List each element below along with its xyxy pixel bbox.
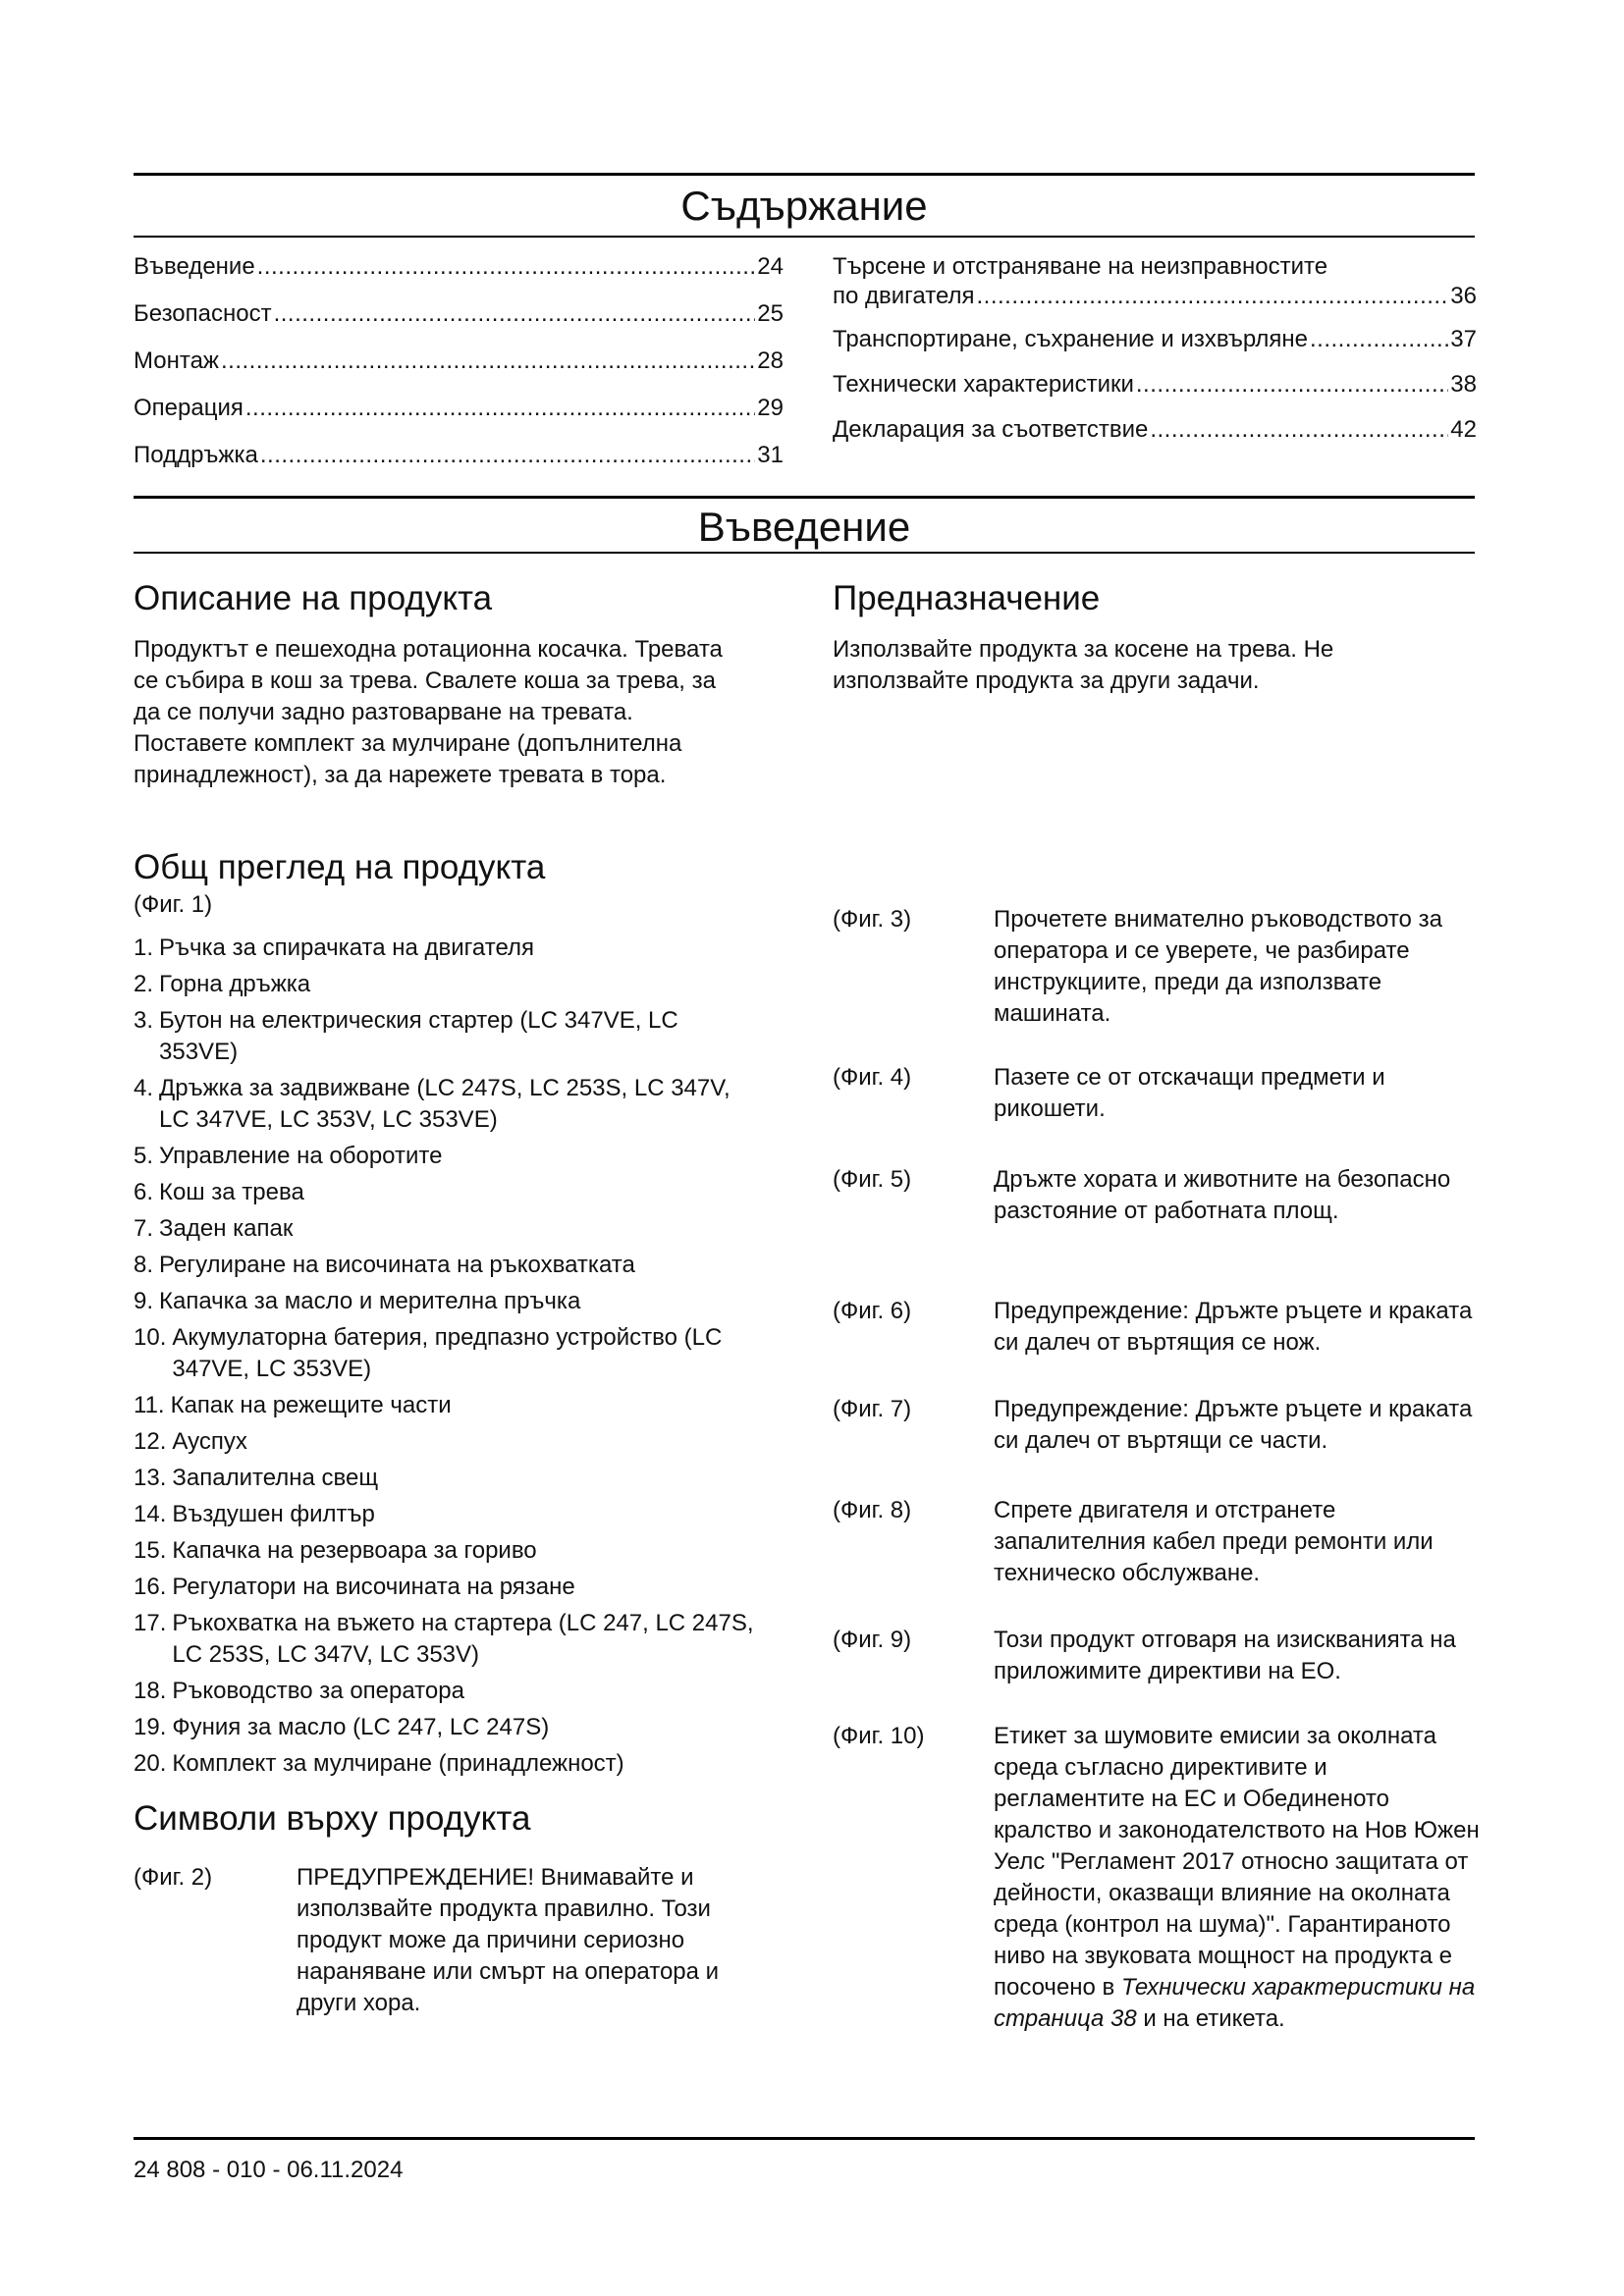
overview-item-number: 12. bbox=[134, 1428, 167, 1455]
fig7-text: Предупреждение: Дръжте ръцете и краката си далеч от въртящи се части. bbox=[994, 1396, 1473, 1454]
overview-item-number: 19. bbox=[134, 1714, 167, 1740]
fig7-row bbox=[833, 1394, 1481, 1457]
fig4-ref: (Фиг. 4) bbox=[833, 1064, 912, 1091]
overview-item-number: 9. bbox=[134, 1288, 154, 1314]
overview-item bbox=[134, 933, 762, 964]
toc-leader bbox=[1310, 325, 1448, 354]
product-description-heading: Описание на продукта bbox=[134, 579, 493, 617]
overview-item-text: Капак на режещите части bbox=[170, 1392, 452, 1418]
overview-item-number: 8. bbox=[134, 1252, 154, 1278]
product-overview bbox=[134, 846, 762, 2019]
toc-entry-page: 25 bbox=[757, 300, 784, 327]
toc-leader bbox=[1136, 370, 1448, 400]
intro-bottom-rule bbox=[134, 552, 1475, 554]
overview-item-text: Горна дръжка bbox=[159, 971, 311, 997]
fig8-ref: (Фиг. 8) bbox=[833, 1497, 912, 1523]
overview-item bbox=[134, 1748, 762, 1780]
overview-item bbox=[134, 1572, 762, 1603]
overview-item-number: 14. bbox=[134, 1501, 167, 1527]
overview-item-text: Запалителна свещ bbox=[172, 1465, 379, 1491]
intro-title: Въведение bbox=[697, 504, 911, 550]
fig2-row bbox=[134, 1862, 762, 2019]
fig10-row bbox=[833, 1721, 1481, 2035]
overview-item bbox=[134, 1676, 762, 1707]
overview-item-text: Капачка на резервоара за гориво bbox=[172, 1537, 537, 1564]
toc-entry-troubleshooting[interactable] bbox=[833, 282, 1477, 311]
toc-entry-page: 42 bbox=[1450, 416, 1477, 443]
symbols-heading: Символи върху продукта bbox=[134, 1799, 531, 1838]
overview-item-text: Ауспух bbox=[172, 1428, 247, 1455]
overview-item-text: Дръжка за задвижване (LC 247S, LC 253S, LC 347V, LC 347VE, LC 353V, LC 353VE) bbox=[159, 1075, 731, 1133]
fig10-ref: (Фиг. 10) bbox=[833, 1723, 925, 1749]
overview-item bbox=[134, 1390, 762, 1421]
toc-entry-label: Транспортиране, съхранение и изхвърляне bbox=[833, 326, 1308, 352]
fig10-text bbox=[994, 1721, 1481, 2035]
overview-item bbox=[134, 1073, 762, 1136]
overview-item-number: 11. bbox=[134, 1392, 165, 1418]
overview-item-text: Ръчка за спирачката на двигателя bbox=[159, 934, 534, 961]
overview-item-text: Комплект за мулчиране (принадлежност) bbox=[172, 1750, 624, 1777]
product-description bbox=[134, 577, 742, 791]
overview-item-number: 6. bbox=[134, 1179, 154, 1205]
technical-data-link[interactable]: Технически характеристики на страница 38 bbox=[994, 1974, 1476, 2032]
overview-item-text: Регулиране на височината на ръкохватката bbox=[159, 1252, 635, 1278]
overview-item-number: 20. bbox=[134, 1750, 167, 1777]
overview-item-number: 3. bbox=[134, 1007, 154, 1034]
overview-item-text: Ръкохватка на въжето на стартера (LC 247, LC 247S, LC 253S, LC 347V, LC 353V) bbox=[172, 1610, 754, 1668]
fig10-body: Етикет за шумовите емисии за околната среда съгласно директивите и регламентите на ЕС и Обединеното кралство и законодателството на Нов Южен Уелс "Регламент 2017 относно защитата от дейности, оказващи влияние на околната среда (контрол на шума)". Гарантираното ниво на звуковата мощност на продукта е посочено в bbox=[994, 1723, 1480, 2001]
toc-leader bbox=[977, 282, 1449, 311]
toc-entry-label: Декларация за съответствие bbox=[833, 416, 1149, 443]
fig2-text: ПРЕДУПРЕЖДЕНИЕ! Внимавайте и използвайте продукта правилно. Този продукт може да причини сериозно нараняване или смърт на оператора и други хора. bbox=[297, 1864, 720, 2016]
toc-right-column bbox=[833, 252, 1477, 445]
overview-item bbox=[134, 1463, 762, 1494]
toc-entry-page: 31 bbox=[757, 442, 784, 468]
toc-bottom-rule bbox=[134, 236, 1475, 238]
overview-item-text: Ръководство за оператора bbox=[172, 1678, 464, 1704]
overview-item-number: 18. bbox=[134, 1678, 167, 1704]
toc-leader bbox=[274, 299, 756, 329]
overview-item bbox=[134, 1322, 762, 1385]
fig6-text: Предупреждение: Дръжте ръцете и краката си далеч от въртящия се нож. bbox=[994, 1298, 1473, 1356]
overview-item bbox=[134, 969, 762, 1000]
toc-entry-label: Въведение bbox=[134, 253, 255, 280]
toc-entry-label: Монтаж bbox=[134, 347, 219, 374]
intended-use-heading: Предназначение bbox=[833, 579, 1101, 617]
product-overview-fig-ref: (Фиг. 1) bbox=[134, 891, 213, 918]
fig4-text: Пазете се от отскачащи предмети и рикошети. bbox=[994, 1064, 1385, 1122]
toc-entry-label: Безопасност bbox=[134, 300, 272, 327]
fig8-text: Спрете двигателя и отстранете запалителния кабел преди ремонти или техническо обслужване. bbox=[994, 1497, 1434, 1586]
overview-item-text: Управление на оборотите bbox=[159, 1143, 443, 1169]
toc-leader bbox=[221, 347, 755, 376]
toc-entry-page: 38 bbox=[1450, 371, 1477, 398]
toc-entry-introduction[interactable] bbox=[134, 252, 784, 282]
toc-entry-troubleshooting-line1[interactable]: Търсене и отстраняване на неизправностите bbox=[833, 253, 1328, 280]
overview-item bbox=[134, 1608, 762, 1671]
toc-top-rule bbox=[134, 173, 1475, 176]
intro-top-rule bbox=[134, 496, 1475, 499]
overview-item-number: 17. bbox=[134, 1610, 167, 1636]
toc-entry-operation[interactable] bbox=[134, 394, 784, 423]
overview-item-text: Заден капак bbox=[159, 1215, 294, 1242]
intended-use-text: Използвайте продукта за косене на трева. Не използвайте продукта за други задачи. bbox=[833, 636, 1334, 694]
fig5-row bbox=[833, 1164, 1481, 1227]
overview-item-number: 4. bbox=[134, 1075, 154, 1101]
overview-item bbox=[134, 1213, 762, 1245]
fig9-ref: (Фиг. 9) bbox=[833, 1627, 912, 1653]
toc-entry-declaration[interactable] bbox=[833, 415, 1477, 445]
overview-item-text: Фуния за масло (LC 247, LC 247S) bbox=[172, 1714, 550, 1740]
toc-entry-safety[interactable] bbox=[134, 299, 784, 329]
overview-item bbox=[134, 1535, 762, 1567]
fig10-suffix: и на етикета. bbox=[1136, 2005, 1285, 2032]
toc-leader bbox=[260, 441, 755, 470]
fig3-row bbox=[833, 904, 1481, 1030]
overview-item-number: 2. bbox=[134, 971, 154, 997]
toc-entry-label: Операция bbox=[134, 395, 244, 421]
fig9-text: Този продукт отговаря на изискванията на приложимите директиви на ЕО. bbox=[994, 1627, 1456, 1684]
toc-entry-label: по двигателя bbox=[833, 283, 975, 309]
fig4-row bbox=[833, 1062, 1481, 1125]
fig7-ref: (Фиг. 7) bbox=[833, 1396, 912, 1422]
toc-title: Съдържание bbox=[680, 183, 928, 229]
fig8-row bbox=[833, 1495, 1481, 1589]
product-description-text: Продуктът е пешеходна ротационна косачка. Тревата се събира в кош за трева. Свалете коша за трева, за да се получи задно разтоварване на тревата. Поставете комплект за мулчиране (допълнителна принадлежност), за да нарежете тревата в тора. bbox=[134, 636, 723, 788]
overview-item bbox=[134, 1141, 762, 1172]
toc-left-column bbox=[134, 252, 784, 470]
toc-entry-page: 37 bbox=[1450, 326, 1477, 352]
footer-doc-code: 24 808 - 010 - 06.11.2024 bbox=[134, 2157, 404, 2183]
toc-leader bbox=[1150, 415, 1448, 445]
toc-leader bbox=[245, 394, 755, 423]
toc-entry-page: 29 bbox=[757, 395, 784, 421]
overview-item bbox=[134, 1005, 762, 1068]
overview-item-text: Регулатори на височината на рязане bbox=[172, 1574, 575, 1600]
overview-item bbox=[134, 1177, 762, 1208]
toc-entry-page: 28 bbox=[757, 347, 784, 374]
toc-entry-page: 24 bbox=[757, 253, 784, 280]
overview-item bbox=[134, 1712, 762, 1743]
fig5-ref: (Фиг. 5) bbox=[833, 1166, 912, 1193]
product-overview-heading: Общ преглед на продукта bbox=[134, 848, 546, 886]
overview-item-text: Бутон на електрическия стартер (LC 347VE, LC 353VE) bbox=[159, 1007, 678, 1065]
fig3-text: Прочетете внимателно ръководството за оператора и се уверете, че разбирате инструкциите, преди да използвате машината. bbox=[994, 906, 1442, 1027]
fig9-row bbox=[833, 1625, 1481, 1687]
fig6-ref: (Фиг. 6) bbox=[833, 1298, 912, 1324]
fig3-ref: (Фиг. 3) bbox=[833, 906, 912, 933]
overview-item-text: Въздушен филтър bbox=[172, 1501, 375, 1527]
toc-entry-label: Технически характеристики bbox=[833, 371, 1134, 398]
overview-item-number: 10. bbox=[134, 1324, 167, 1351]
fig6-row bbox=[833, 1296, 1481, 1359]
overview-item-number: 13. bbox=[134, 1465, 167, 1491]
fig2-ref: (Фиг. 2) bbox=[134, 1864, 213, 1891]
overview-item-number: 5. bbox=[134, 1143, 154, 1169]
toc-leader bbox=[257, 252, 756, 282]
toc-entry-technical-data[interactable] bbox=[833, 370, 1477, 400]
toc-entry-transport[interactable] bbox=[833, 325, 1477, 354]
overview-item-number: 1. bbox=[134, 934, 154, 961]
overview-item-text: Капачка за масло и мерителна пръчка bbox=[159, 1288, 581, 1314]
toc-entry-page: 36 bbox=[1450, 283, 1477, 309]
overview-item bbox=[134, 1286, 762, 1317]
toc-entry-maintenance[interactable] bbox=[134, 441, 784, 470]
toc-entry-assembly[interactable] bbox=[134, 347, 784, 376]
overview-item-number: 15. bbox=[134, 1537, 167, 1564]
fig5-text: Дръжте хората и животните на безопасно разстояние от работната площ. bbox=[994, 1166, 1451, 1224]
overview-item-text: Акумулаторна батерия, предпазно устройство (LC 347VE, LC 353VE) bbox=[172, 1324, 723, 1382]
footer-rule bbox=[134, 2137, 1475, 2140]
overview-item bbox=[134, 1499, 762, 1530]
product-overview-list bbox=[134, 933, 762, 1780]
intended-use bbox=[833, 577, 1441, 697]
overview-item-number: 7. bbox=[134, 1215, 154, 1242]
overview-item-text: Кош за трева bbox=[159, 1179, 304, 1205]
toc-entry-label: Поддръжка bbox=[134, 442, 258, 468]
overview-item bbox=[134, 1250, 762, 1281]
overview-item bbox=[134, 1426, 762, 1458]
overview-item-number: 16. bbox=[134, 1574, 167, 1600]
